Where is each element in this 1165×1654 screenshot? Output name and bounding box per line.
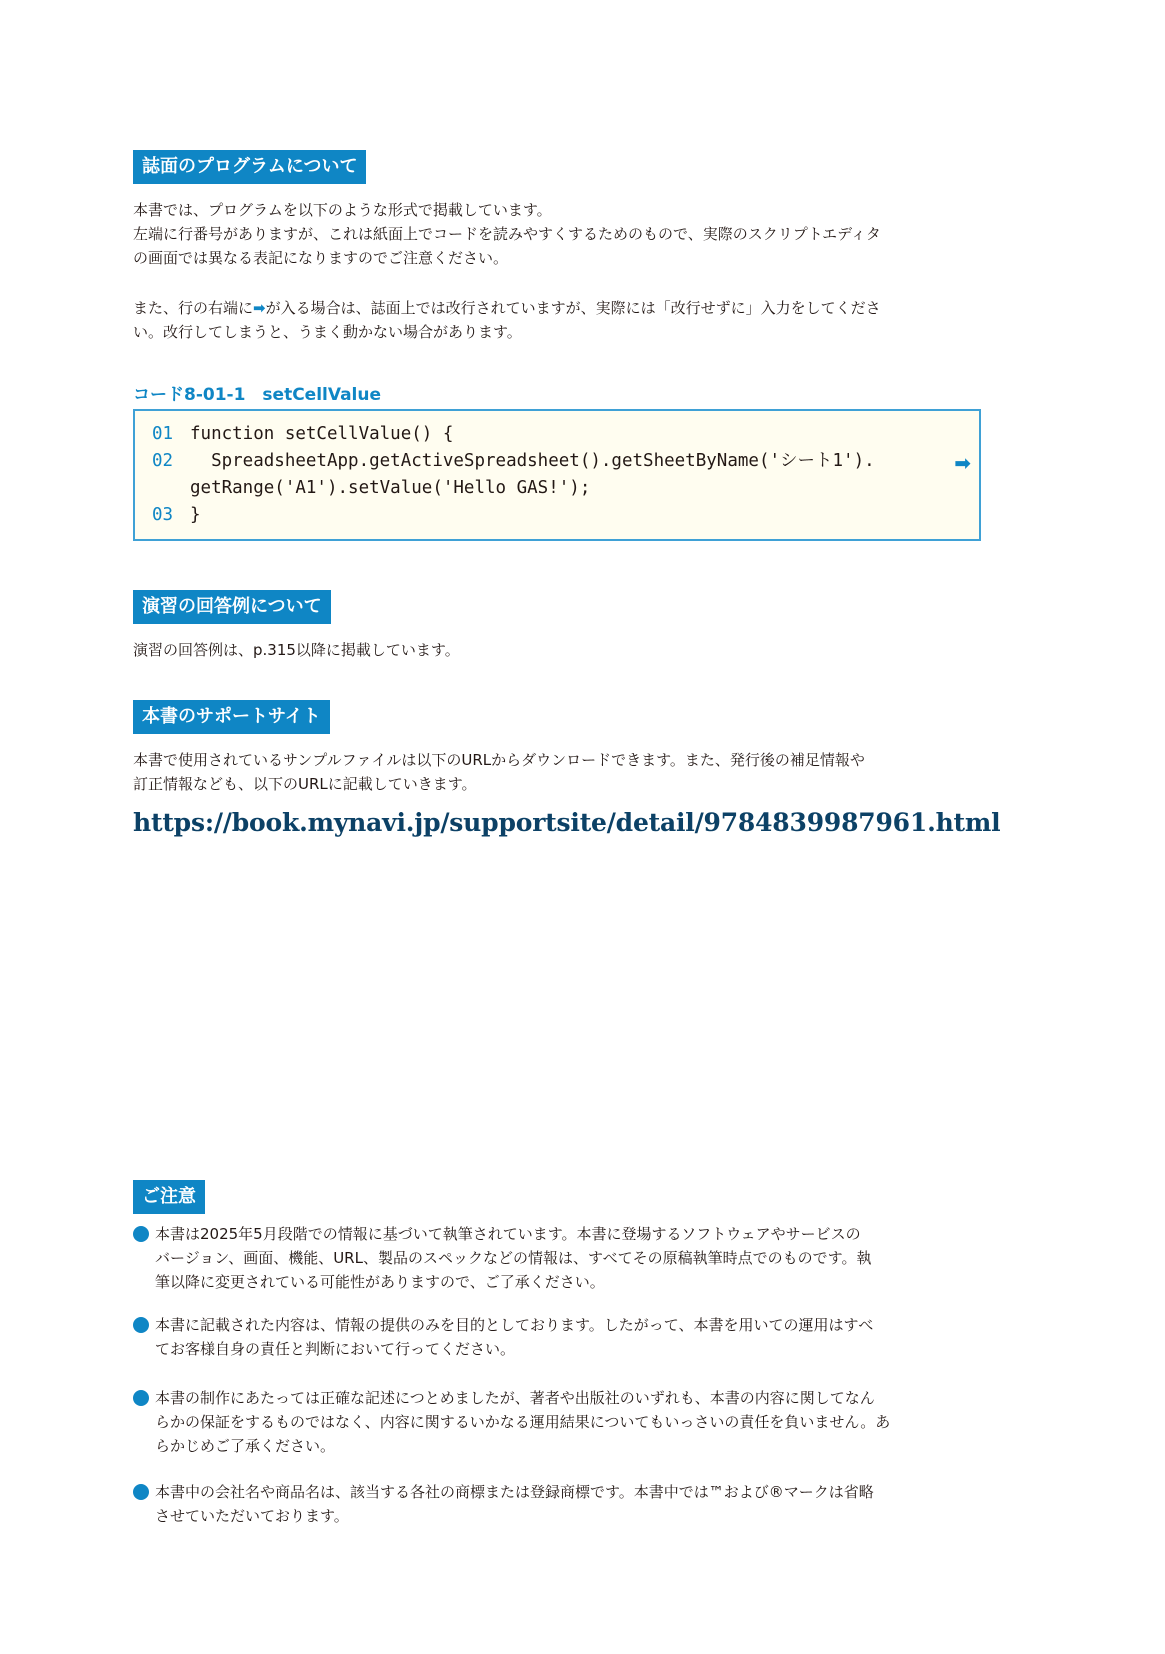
continuation-arrow-icon: ➡	[954, 451, 971, 475]
section-heading-program: 誌面のプログラムについて	[133, 150, 366, 184]
code-caption: コード8-01-1 setCellValue	[133, 385, 382, 405]
support-paragraph	[133, 748, 983, 796]
text-line: 本書で使用されているサンプルファイルは以下のURLからダウンロードできます。また、発行後の補足情報や	[133, 751, 865, 769]
text-line: 演習の回答例は、p.315以降に掲載しています。	[133, 641, 460, 659]
code-line	[152, 502, 201, 529]
text-line: の画面では異なる表記になりますのでご注意ください。	[133, 249, 509, 267]
bullet-icon	[133, 1226, 149, 1242]
text-line: てお客様自身の責任と判断において行ってください。	[155, 1340, 516, 1358]
text-segment: また、行の右端に	[133, 299, 254, 317]
section-heading-answers: 演習の回答例について	[133, 590, 331, 624]
code-line	[152, 475, 590, 502]
notice-text	[155, 1222, 871, 1294]
text-line: らかじめご了承ください。	[155, 1437, 336, 1455]
code-text: }	[190, 505, 201, 525]
text-line: 本書中の会社名や商品名は、該当する各社の商標または登録商標です。本書中では™および®マークは省略	[155, 1483, 874, 1501]
notice-text	[155, 1480, 874, 1528]
text-line: 訂正情報なども、以下のURLに記載していきます。	[133, 775, 477, 793]
text-line: らかの保証をするものではなく、内容に関するいかなる運用結果についてもいっさいの責任を負いません。あ	[155, 1413, 891, 1431]
program-arrow-paragraph	[133, 296, 983, 344]
program-intro-paragraph	[133, 198, 983, 270]
code-text: getRange('A1').setValue('Hello GAS!');	[190, 478, 591, 498]
bullet-icon	[133, 1484, 149, 1500]
text-line: 本書に記載された内容は、情報の提供のみを目的としております。したがって、本書を用いての運用はすべ	[155, 1316, 874, 1334]
text-line: 本書では、プログラムを以下のような形式で掲載しています。	[133, 201, 552, 219]
code-line	[152, 448, 875, 475]
continuation-arrow-icon: ➡	[253, 299, 266, 317]
code-listing	[133, 409, 981, 541]
notice-text	[155, 1386, 890, 1458]
text-line: バージョン、画面、機能、URL、製品のスペックなどの情報は、すべてその原稿執筆時点でのものです。執	[155, 1249, 872, 1267]
text-line: させていただいております。	[155, 1507, 349, 1525]
code-text: SpreadsheetApp.getActiveSpreadsheet().getSheetByName('シート1').	[190, 451, 875, 471]
answers-paragraph	[133, 638, 983, 662]
text-line: 筆以降に変更されている可能性がありますので、ご了承ください。	[155, 1273, 605, 1291]
text-line: 左端に行番号がありますが、これは紙面上でコードを読みやすくするためのもので、実際のスクリプトエディタ	[133, 225, 881, 243]
bullet-icon	[133, 1317, 149, 1333]
text-line	[133, 296, 983, 320]
line-number: 01	[152, 424, 174, 444]
notice-text	[155, 1313, 873, 1361]
code-line	[152, 421, 453, 448]
line-number: 02	[152, 451, 174, 471]
text-segment: が入る場合は、誌面上では改行されていますが、実際には「改行せずに」入力をしてくださ	[265, 299, 881, 317]
text-line: 本書の制作にあたっては正確な記述につとめましたが、著者や出版社のいずれも、本書の内容に関してなん	[155, 1389, 875, 1407]
bullet-icon	[133, 1390, 149, 1406]
text-line: い。改行してしまうと、うまく動かない場合があります。	[133, 323, 522, 341]
section-heading-notice: ご注意	[133, 1180, 205, 1214]
text-line: 本書は2025年5月段階での情報に基づいて執筆されています。本書に登場するソフトウェアやサービスの	[155, 1225, 861, 1243]
support-site-url-link[interactable]: https://book.mynavi.jp/supportsite/detail/9784839987961.html	[133, 808, 1001, 837]
code-text: function setCellValue() {	[190, 424, 454, 444]
section-heading-support: 本書のサポートサイト	[133, 700, 330, 734]
line-number: 03	[152, 505, 174, 525]
